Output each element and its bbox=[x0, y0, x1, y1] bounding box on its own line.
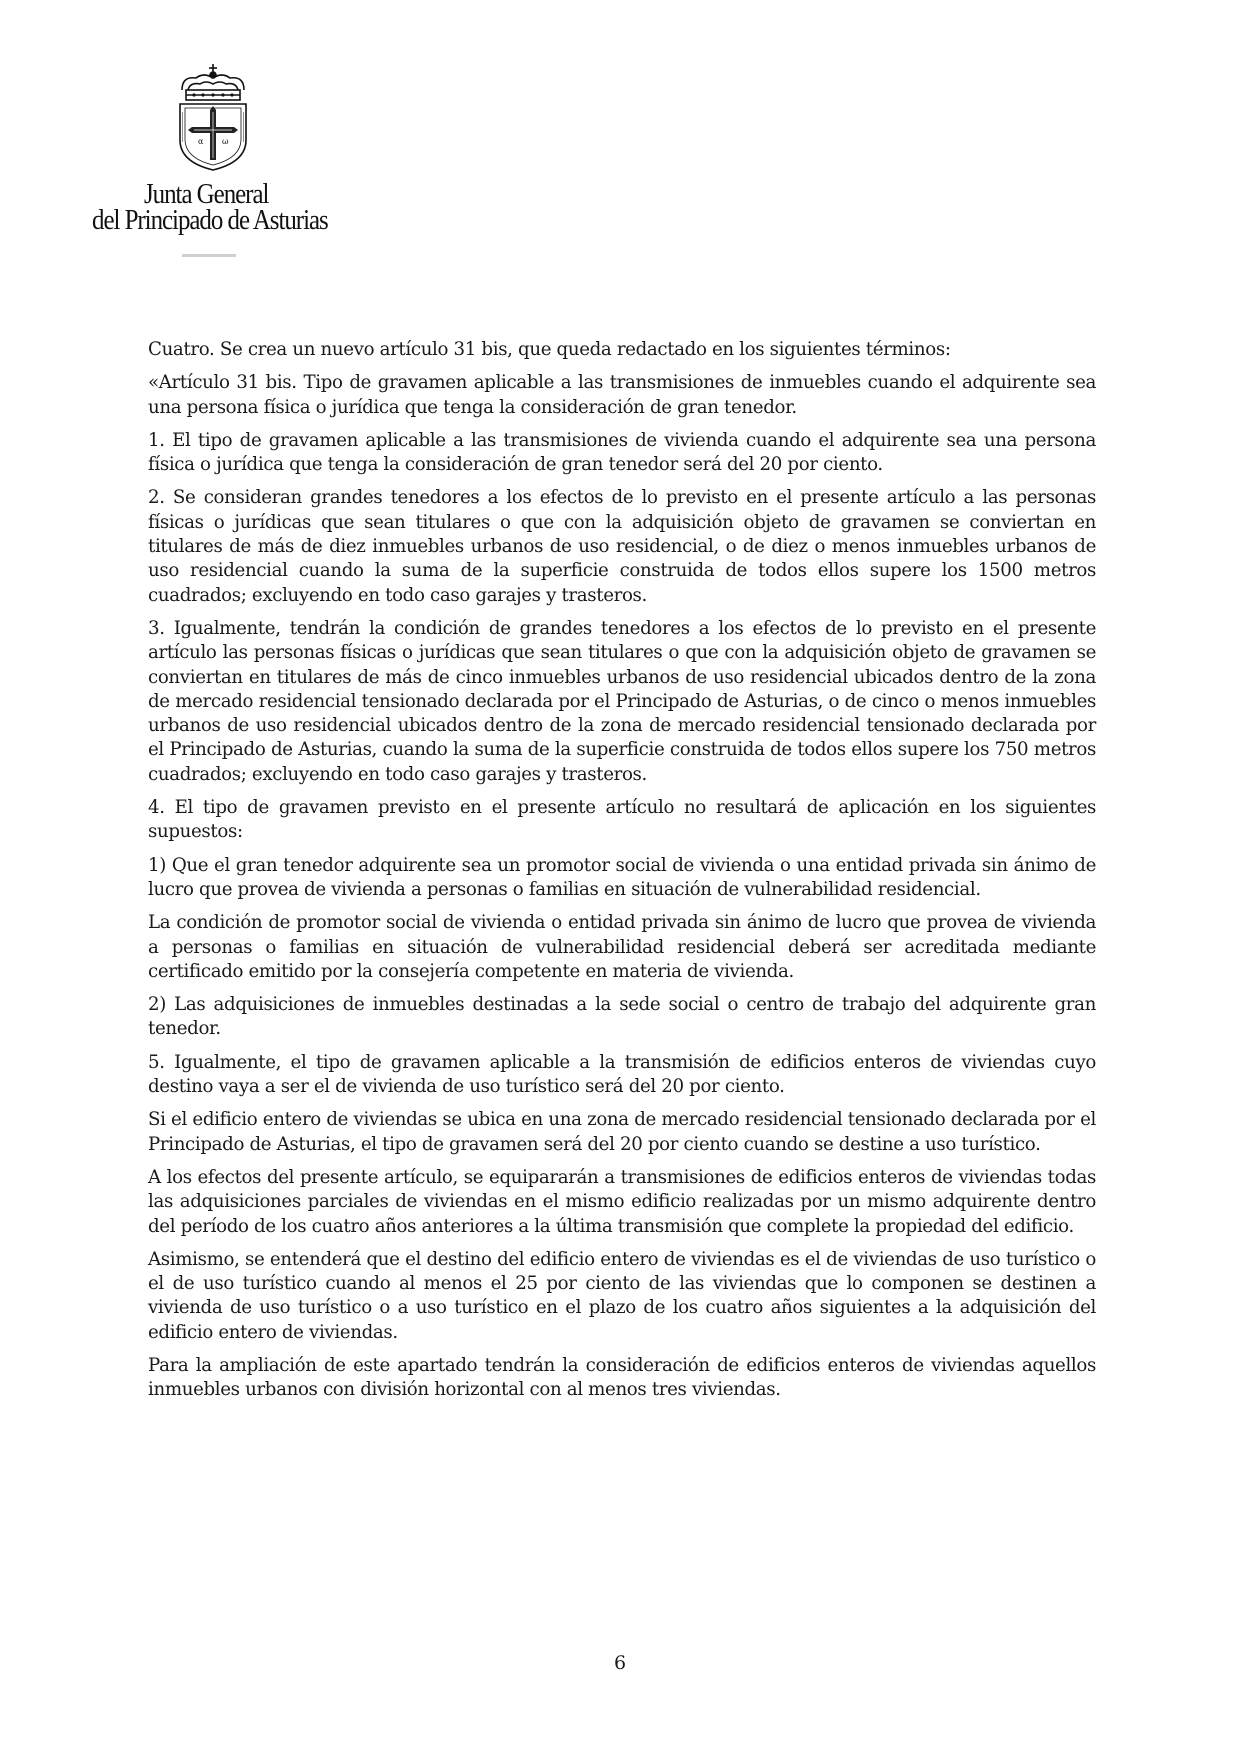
svg-text:ω: ω bbox=[222, 137, 229, 146]
coat-of-arms-icon bbox=[170, 62, 256, 172]
page-number: 6 bbox=[613, 1652, 627, 1674]
document-body bbox=[148, 338, 1096, 1412]
paragraph-1: 1. El tipo de gravamen aplicable a las transmisiones de vivienda cuando el adquirente sea una persona física o jurídica que tenga la consideración de gran tenedor será del 20 por ciento. bbox=[148, 429, 1096, 476]
paragraph-4-item-2: 2) Las adquisiciones de inmuebles destinadas a la sede social o centro de trabajo del adquirente gran tenedor. bbox=[148, 994, 1096, 1040]
paragraph-4-item-1: 1) Que el gran tenedor adquirente sea un promotor social de vivienda o una entidad privada sin ánimo de lucro que provea de vivienda a personas o familias en situación de vulnerabilidad residencial. bbox=[148, 854, 1096, 900]
institution-logo bbox=[88, 62, 338, 262]
paragraph-4: 4. El tipo de gravamen previsto en el presente artículo no resultará de aplicación en los siguientes supuestos: bbox=[148, 797, 1096, 843]
logo-divider bbox=[182, 254, 236, 257]
paragraph-5-partial-acquisitions: A los efectos del presente artículo, se equipararán a transmisiones de edificios enteros de viviendas todas las adquisiciones parciales de viviendas en el mismo edificio realizadas por un mismo adquirente dentro del período de los cuatro años anteriores a la última transmisión que complete la propiedad del edificio. bbox=[148, 1166, 1096, 1237]
paragraph-intro: Cuatro. Se crea un nuevo artículo 31 bis, que queda redactado en los siguientes términos: bbox=[148, 339, 951, 360]
paragraph-5-tensioned-zone: Si el edificio entero de viviendas se ubica en una zona de mercado residencial tensionado declarada por el Principado de Asturias, el tipo de gravamen será del 20 por ciento cuando se destine a uso turístico. bbox=[148, 1109, 1096, 1155]
paragraph-5: 5. Igualmente, el tipo de gravamen aplicable a la transmisión de edificios enteros de viviendas cuyo destino vaya a ser el de vivienda de uso turístico será del 20 por ciento. bbox=[148, 1051, 1096, 1098]
svg-text:α: α bbox=[198, 137, 204, 146]
paragraph-article-title: «Artículo 31 bis. Tipo de gravamen aplicable a las transmisiones de inmuebles cuando el adquirente sea una persona física o jurídica que tenga la consideración de gran tenedor. bbox=[148, 372, 1096, 418]
paragraph-4-item-1-note: La condición de promotor social de vivienda o entidad privada sin ánimo de lucro que provea de vivienda a personas o familias en situación de vulnerabilidad residencial deberá ser acreditada mediante certificado emitido por la consejería competente en materia de vivienda. bbox=[148, 912, 1096, 982]
paragraph-5-tourist-use: Asimismo, se entenderá que el destino del edificio entero de viviendas es el de viviendas de uso turístico o el de uso turístico cuando al menos el 25 por ciento de las viviendas que lo componen se destinen a vivienda de uso turístico o a uso turístico en el plazo de los cuatro años siguientes a la adquisición del edificio entero de viviendas. bbox=[148, 1248, 1096, 1343]
paragraph-3: 3. Igualmente, tendrán la condición de grandes tenedores a los efectos de lo previsto en el presente artículo las personas físicas o jurídicas que sean titulares o que con la adquisición objeto de gravamen se conviertan en titulares de más de cinco inmuebles urbanos de uso residencial ubicados dentro de la zona de mercado residencial tensionado declarada por el Principado de Asturias, o de cinco o menos inmuebles urbanos de uso residencial ubicados dentro de la zona de mercado residencial tensionado declarada por el Principado de Asturias, cuando la suma de la superficie construida de todos ellos supere los 750 metros cuadrados; excluyendo en todo caso garajes y trasteros. bbox=[148, 617, 1096, 785]
paragraph-5-definition: Para la ampliación de este apartado tendrán la consideración de edificios enteros de viviendas aquellos inmuebles urbanos con división horizontal con al menos tres viviendas. bbox=[148, 1354, 1096, 1401]
paragraph-2: 2. Se consideran grandes tenedores a los efectos de lo previsto en el presente artículo a las personas físicas o jurídicas que sean titulares o que con la adquisición objeto de gravamen se conviertan en titulares de más de diez inmuebles urbanos de uso residencial, o de diez o menos inmuebles urbanos de uso residencial cuando la suma de la superficie construida de todos ellos supere los 1500 metros cuadrados; excluyendo en todo caso garajes y trasteros. bbox=[148, 487, 1096, 606]
logo-text-line2: del Principado de Asturias bbox=[92, 204, 328, 236]
logo-text-line1: Junta General bbox=[144, 178, 269, 210]
